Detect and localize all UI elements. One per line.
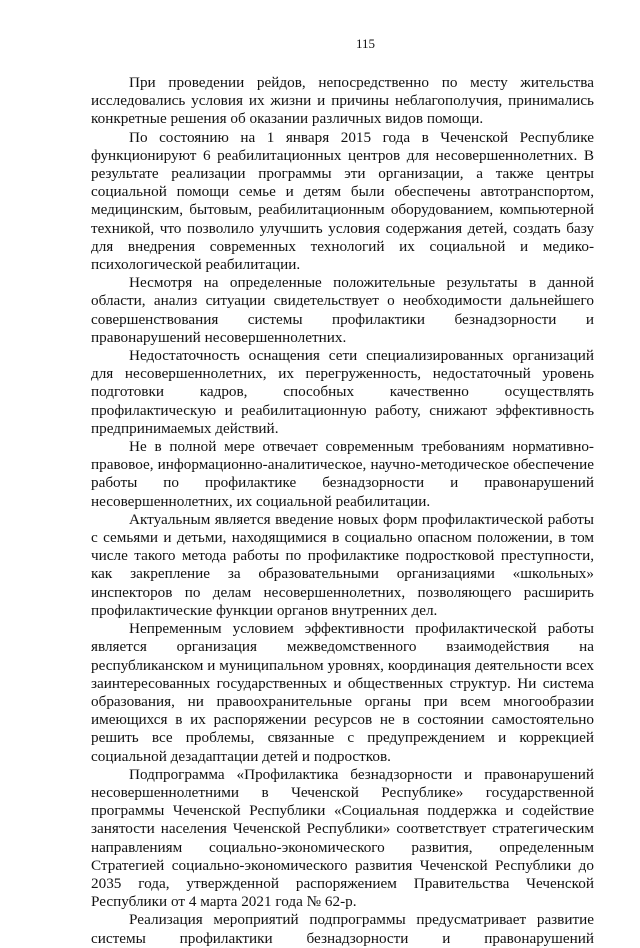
- paragraph-subprogram-strategy: Подпрограмма «Профилактика безнадзорности и правонарушений несовершеннолетними в Чеченской Республике» государственной программы Чеченской Республики «Социальная поддержка и содействие занятости населения Чеченской Республики» соответствует стратегическим направлениям социально-экономического развития, определенным Стратегией социально-экономического развития Чеченской Республики до 2035 года, утвержденной распоряжением Правительства Чеченской Республики от 4 марта 2021 года № 62-р.: [91, 765, 594, 911]
- paragraph-interagency-cooperation: Непременным условием эффективности профилактической работы является организация межведомственного взаимодействия на республиканском и муниципальном уровнях, координация деятельности всех заинтересованных государственных и общественных структур. Ни система образования, ни правоохранительные органы при всем многообразии имеющихся в их распоряжении ресурсов не в состоянии самостоятельно решить все проблемы, связанные с предупреждением и коррекцией социальной дезадаптации детей и подростков.: [91, 620, 594, 765]
- paragraph-insufficient-equipment: Недостаточность оснащения сети специализированных организаций для несовершеннолетних, их перегруженность, недостаточный уровень подготовки кадров, способных качественно осуществлять профилактическую и реабилитационную работу, снижают эффективность предпринимаемых действий.: [91, 347, 594, 437]
- paragraph-raids: При проведении рейдов, непосредственно по месту жительства исследовались условия их жизни и причины неблагополучия, принимались конкретные решения об оказании различных видов помощи.: [91, 74, 594, 128]
- page-number: 115: [355, 36, 376, 51]
- paragraph-regulatory-support: Не в полной мере отвечает современным требованиям нормативно-правовое, информационно-аналитическое, научно-методическое обеспечение работы по профилактике безнадзорности и правонарушений несовершеннолетних, их социальной реабилитации.: [91, 438, 594, 510]
- paragraph-new-forms-of-work: Актуальным является введение новых форм профилактической работы с семьями и детьми, находящимися в социально опасном положении, в том числе такого метода работы по профилактике подростковой преступности, как закрепление за образовательными организациями «школьных» инспекторов по делам несовершеннолетних, позволяющего расширить профилактические функции органов внутренних дел.: [91, 510, 594, 619]
- paragraph-situation-analysis: Несмотря на определенные положительные результаты в данной области, анализ ситуации свидетельствует о необходимости дальнейшего совершенствования системы профилактики безнадзорности и правонарушений несовершеннолетних.: [91, 274, 594, 346]
- paragraph-rehabilitation-centers: По состоянию на 1 января 2015 года в Чеченской Республике функционируют 6 реабилитационных центров для несовершеннолетних. В результате реализации программы эти организации, а также центры социальной помощи семье и детям были обеспечены автотранспортом, медицинским, бытовым, реабилитационным оборудованием, компьютерной техникой, что позволило улучшить условия содержания детей, создать базу для внедрения современных технологий их социальной и медико-психологической реабилитации.: [91, 128, 594, 274]
- paragraph-subprogram-implementation: Реализация мероприятий подпрограммы предусматривает развитие системы профилактики безнадзорности и правонарушений: [91, 911, 594, 947]
